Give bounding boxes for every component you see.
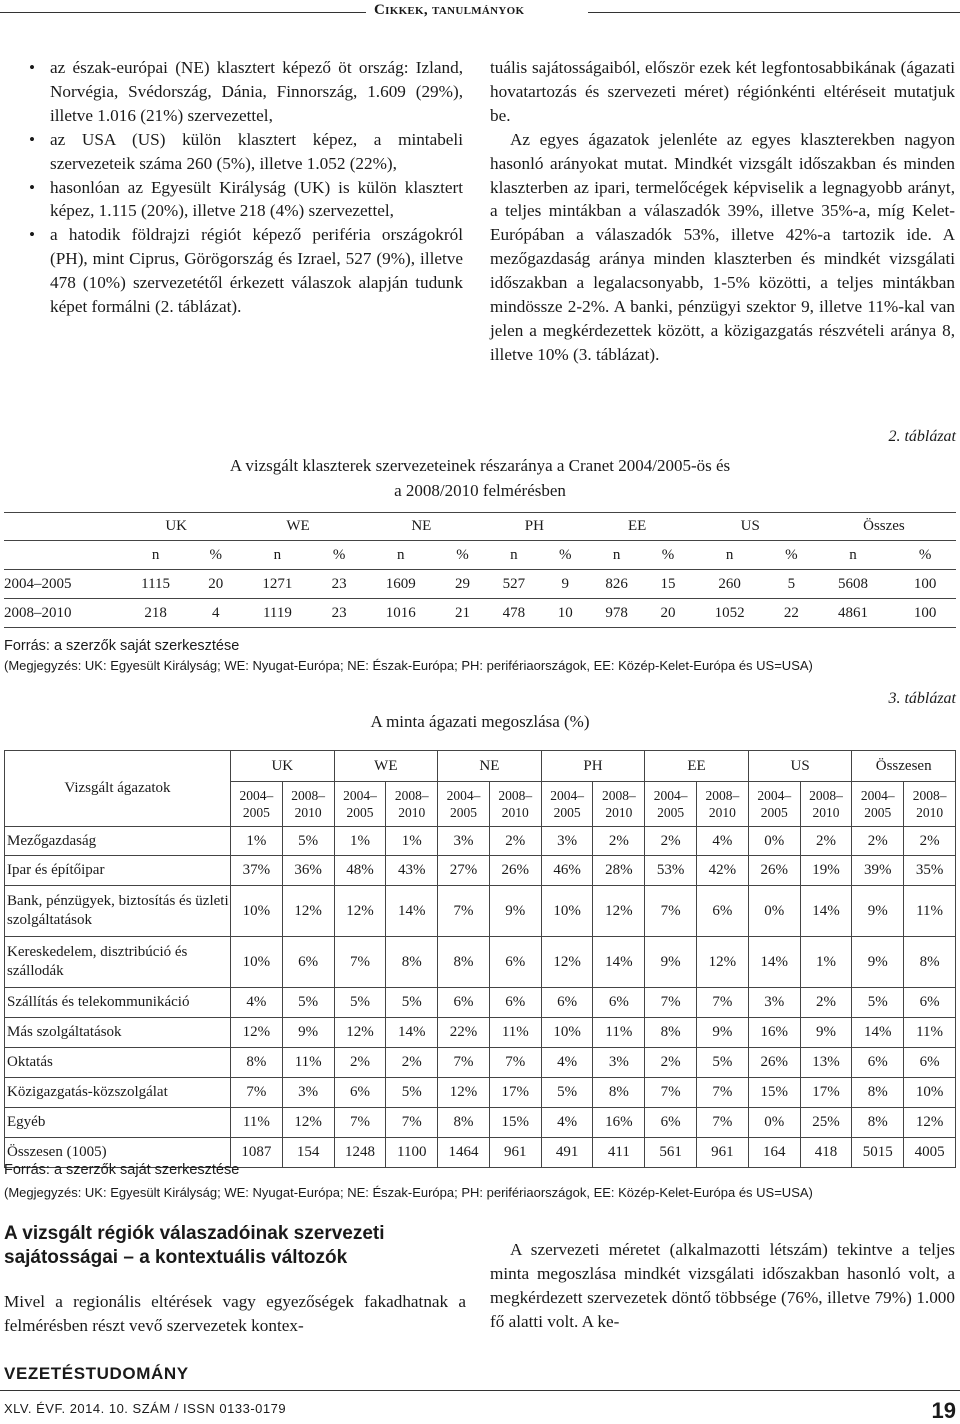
- table3-cell: 16%: [593, 1108, 645, 1138]
- table3-cell: 3%: [282, 1078, 334, 1108]
- table3-cell: 8%: [852, 1108, 904, 1138]
- table3-cell: 8%: [438, 937, 490, 988]
- table3-period-header: [697, 782, 749, 827]
- table2-sub-header: n: [725, 546, 734, 563]
- table3-cell: 10%: [231, 937, 283, 988]
- period-end: 2010: [398, 805, 426, 820]
- table3-cell: 5%: [282, 827, 334, 856]
- table2-number: 2. táblázat: [888, 428, 956, 445]
- table3-cell: 4005: [904, 1138, 956, 1168]
- table2-cell: 1119: [262, 604, 292, 621]
- table2-note: (Megjegyzés: UK: Egyesült Királyság; WE: Nyugat-Európa; NE: Észak-Európa; PH: perifériaországok, EE: Közép-Kelet-Európa és US=USA): [4, 658, 813, 673]
- table3-cell: 9%: [489, 886, 541, 937]
- table3-cell: 10%: [231, 886, 283, 937]
- table3-cell: 9%: [852, 886, 904, 937]
- table3-cell: 7%: [697, 988, 749, 1018]
- table2-group-header: US: [740, 517, 760, 534]
- table3-cell: 11%: [904, 886, 956, 937]
- period-start: 2008–: [912, 788, 947, 803]
- table3-cell: 11%: [231, 1108, 283, 1138]
- table3-cell: 2%: [800, 827, 852, 856]
- period-end: 2005: [450, 805, 478, 820]
- table3-row-label: Közigazgatás-közszolgálat: [5, 1078, 231, 1108]
- table-row: [5, 937, 956, 988]
- table2-sub-header: n: [510, 546, 518, 563]
- table3-row-label: Összesen (1005): [5, 1138, 231, 1168]
- table3-cell: 8%: [231, 1048, 283, 1078]
- table3-cell: 8%: [645, 1018, 697, 1048]
- period-start: 2008–: [601, 788, 636, 803]
- table2-sub-header: %: [918, 546, 932, 563]
- table3-period-header: [282, 782, 334, 827]
- table2-sub-header: %: [785, 546, 798, 563]
- table3-cell: 22%: [438, 1018, 490, 1048]
- table3-cell: 48%: [334, 856, 386, 886]
- table-row: [5, 827, 956, 856]
- table3-cell: 14%: [593, 937, 645, 988]
- page-number: 19: [931, 1398, 956, 1423]
- table3-cell: 1%: [800, 937, 852, 988]
- table3-cell: 27%: [438, 856, 490, 886]
- table3-cell: 8%: [386, 937, 438, 988]
- table3-cell: 5%: [282, 988, 334, 1018]
- table3-cell: 6%: [489, 988, 541, 1018]
- section-title: A vizsgált régiók válaszadóinak szervezeti sajátosságai – a kontextuális változók: [4, 1223, 385, 1268]
- table3-title: A minta ágazati megoszlása (%): [370, 712, 590, 731]
- table3-period-header: [334, 782, 386, 827]
- table3-cell: 12%: [593, 886, 645, 937]
- table2-row-label: 2008–2010: [4, 604, 72, 621]
- table3: [4, 750, 956, 1168]
- table2-cell: 22: [783, 604, 799, 621]
- table3-cell: 961: [697, 1138, 749, 1168]
- table3-number: 3. táblázat: [888, 690, 956, 707]
- table3-cell: 26%: [489, 856, 541, 886]
- table3-cell: 154: [282, 1138, 334, 1168]
- period-end: 2010: [605, 805, 633, 820]
- right-paragraph-2: Az egyes ágazatok jelenléte az egyes klaszterekben nagyon hasonló arányokat mutat. Mindkét vizsgált időszakban és minden klaszterben az ipari, termelőcégek képviselik a legnagyobb arányt, a teljes mintákban a válaszadók 39%, illetve 35%-a, míg Kelet-Európában a válaszadók 53%, illetve 42%-a tartozik ide. A mezőgazdaság aránya minden klaszterben és mindkét vizsgálati időszakban a legalacsonyabb, 1-5% közötti, a teljes mintákban mindössze 2-2%. A banki, pénzügyi szektor 9, illetve 11%-kal van jelen a megkérdezettek között, a közigazgatás részvételi aránya 8, illetve 10% (3. táblázat).: [490, 129, 955, 364]
- table2-cell: 4861: [838, 604, 869, 621]
- table3-cell: 1%: [231, 827, 283, 856]
- table2-sub-header: %: [456, 546, 469, 563]
- table2-sub-header: n: [397, 546, 405, 563]
- table3-row-label: Mezőgazdaság: [5, 827, 231, 856]
- table3-cell: 6%: [334, 1078, 386, 1108]
- table3-cell: 28%: [593, 856, 645, 886]
- table3-cell: 11%: [282, 1048, 334, 1078]
- bottom-right-text: A szervezeti méretet (alkalmazotti létszám) tekintve a teljes minta megoszlása mindkét vizsgálati időszakban hasonló volt, a megkérdezett szervezetek döntő többsége (76%, illetve 79%) 1.000 fő alatti volt. A ke-: [490, 1240, 955, 1331]
- left-column: [27, 56, 463, 319]
- table3-cell: 26%: [748, 1048, 800, 1078]
- table3-period-header: [438, 782, 490, 827]
- table3-cell: 2%: [800, 988, 852, 1018]
- table3-cell: 411: [593, 1138, 645, 1168]
- table2-cell: 23: [331, 575, 347, 592]
- table3-cell: 4%: [541, 1048, 593, 1078]
- table3-cell: 7%: [489, 1048, 541, 1078]
- table2-cell: 1052: [714, 604, 745, 621]
- table2-title-line2: a 2008/2010 felmérésben: [394, 481, 566, 500]
- period-start: 2004–: [239, 788, 274, 803]
- table3-cell: 14%: [800, 886, 852, 937]
- table3-cell: 6%: [904, 1048, 956, 1078]
- footer-rule: [0, 1390, 960, 1391]
- period-end: 2010: [916, 805, 944, 820]
- table3-cell: 2%: [386, 1048, 438, 1078]
- table3-cell: 3%: [438, 827, 490, 856]
- table3-cell: 5015: [852, 1138, 904, 1168]
- table3-period-header: [386, 782, 438, 827]
- table3-cell: 39%: [852, 856, 904, 886]
- period-end: 2010: [708, 805, 736, 820]
- table3-cell: 5%: [852, 988, 904, 1018]
- table3-cell: 2%: [489, 827, 541, 856]
- table3-period-header: [852, 782, 904, 827]
- table3-cell: 10%: [904, 1078, 956, 1108]
- table3-cell: 14%: [748, 937, 800, 988]
- table3-row-label: Kereskedelem, disztribúció és szállodák: [5, 937, 231, 988]
- table3-cell: 7%: [334, 937, 386, 988]
- table3-cell: 2%: [645, 827, 697, 856]
- table2-cell: 1115: [141, 575, 171, 592]
- table3-cell: 418: [800, 1138, 852, 1168]
- table2-title: [150, 453, 810, 503]
- table-row: [5, 1018, 956, 1048]
- table2-corner-sub: [4, 541, 116, 570]
- table3-cell: 0%: [748, 1108, 800, 1138]
- period-start: 2004–: [550, 788, 584, 803]
- table3-cell: 164: [748, 1138, 800, 1168]
- table3-cell: 1087: [231, 1138, 283, 1168]
- table3-period-header: [904, 782, 956, 827]
- period-start: 2008–: [291, 788, 326, 803]
- table3-cell: 1248: [334, 1138, 386, 1168]
- table2-group-header: EE: [628, 517, 647, 534]
- table3-cell: 7%: [697, 1108, 749, 1138]
- table2-cell: 478: [502, 604, 526, 621]
- table3-period-header: [541, 782, 593, 827]
- table3-cell: 0%: [748, 886, 800, 937]
- table2-cell: 20: [208, 575, 224, 592]
- table3-cell: 17%: [800, 1078, 852, 1108]
- table3-cell: 9%: [800, 1018, 852, 1048]
- table3-period-header: [231, 782, 283, 827]
- table3-cell: 7%: [386, 1108, 438, 1138]
- table2-group-header: WE: [286, 517, 310, 534]
- table3-cell: 12%: [697, 937, 749, 988]
- table3-cell: 11%: [593, 1018, 645, 1048]
- table-row: [5, 988, 956, 1018]
- table2-group-header: UK: [165, 517, 187, 534]
- table2: [4, 512, 956, 628]
- table3-cell: 6%: [541, 988, 593, 1018]
- bullet-item: • az USA (US) külön klasztert képez, a mintabeli szervezeteik száma 260 (5%), illetve 1.052 (22%),: [27, 128, 463, 176]
- table3-cell: 6%: [852, 1048, 904, 1078]
- table2-cell: 9: [561, 575, 569, 592]
- period-start: 2008–: [809, 788, 843, 803]
- table2-source: Forrás: a szerzők saját szerkesztése: [4, 638, 240, 654]
- table3-cell: 7%: [645, 1078, 697, 1108]
- running-header: Cikkek, tanulmányok: [374, 2, 525, 18]
- table-row: [5, 1078, 956, 1108]
- table3-row-label: Oktatás: [5, 1048, 231, 1078]
- table3-cell: 1100: [386, 1138, 438, 1168]
- table-row: [4, 599, 956, 628]
- period-end: 2010: [294, 805, 322, 820]
- table-row: [5, 886, 956, 937]
- period-start: 2008–: [394, 788, 429, 803]
- table3-cell: 9%: [852, 937, 904, 988]
- table3-cell: 6%: [282, 937, 334, 988]
- bullet-list: [27, 56, 463, 319]
- table3-cell: 17%: [489, 1078, 541, 1108]
- table3-cell: 9%: [645, 937, 697, 988]
- table3-cell: 12%: [334, 886, 386, 937]
- table3-row-label: Egyéb: [5, 1108, 231, 1138]
- table3-row-label: Más szolgáltatások: [5, 1018, 231, 1048]
- table3-cell: 8%: [852, 1078, 904, 1108]
- table3-cell: 8%: [438, 1108, 490, 1138]
- table3-cell: 961: [489, 1138, 541, 1168]
- table2-cell: 100: [913, 604, 937, 621]
- right-column: [490, 56, 955, 367]
- table2-cell: 1609: [385, 575, 416, 592]
- table3-cell: 26%: [748, 856, 800, 886]
- table3-cell: 14%: [386, 1018, 438, 1048]
- table3-cell: 7%: [334, 1108, 386, 1138]
- table3-group-header: NE: [438, 751, 542, 782]
- table2-group-header: Összes: [863, 517, 905, 534]
- period-end: 2005: [242, 805, 270, 820]
- table2-sub-header: %: [558, 546, 572, 563]
- bullet-item: • az észak-európai (NE) klasztert képező öt ország: Izland, Norvégia, Svédország, Dánia, Finnország, 1.609 (29%), illetve 1.016 (21%) szervezettel,: [27, 56, 463, 128]
- table2-cell: 5608: [838, 575, 869, 592]
- table2-cell: 20: [660, 604, 676, 621]
- table3-cell: 4%: [697, 827, 749, 856]
- table3-cell: 7%: [231, 1078, 283, 1108]
- table3-cell: 12%: [541, 937, 593, 988]
- table3-note: (Megjegyzés: UK: Egyesült Királyság; WE: Nyugat-Európa; NE: Észak-Európa; PH: perifériaországok, EE: Közép-Kelet-Európa és US=USA): [4, 1185, 813, 1200]
- period-start: 2008–: [705, 788, 740, 803]
- table3-cell: 3%: [748, 988, 800, 1018]
- period-start: 2004–: [757, 788, 792, 803]
- header-rule-right: [588, 12, 960, 13]
- table3-cell: 12%: [282, 1108, 334, 1138]
- table2-sub-header: n: [849, 546, 857, 563]
- table3-cell: 2%: [593, 827, 645, 856]
- table3-period-header: [800, 782, 852, 827]
- table3-cell: 9%: [282, 1018, 334, 1048]
- table2-cell: 1271: [262, 575, 293, 592]
- table3-cell: 37%: [231, 856, 283, 886]
- table-row: [5, 1048, 956, 1078]
- table3-cell: 6%: [904, 988, 956, 1018]
- table3-cell: 6%: [593, 988, 645, 1018]
- table2-cell: 21: [454, 604, 470, 621]
- table3-cell: 2%: [904, 827, 956, 856]
- table3-cell: 12%: [904, 1108, 956, 1138]
- table2-corner: [4, 512, 116, 541]
- table3-cell: 6%: [645, 1108, 697, 1138]
- table2-cell: 100: [913, 575, 937, 592]
- table3-cell: 5%: [697, 1048, 749, 1078]
- table3-cell: 12%: [231, 1018, 283, 1048]
- period-start: 2004–: [860, 788, 895, 803]
- table3-cell: 25%: [800, 1108, 852, 1138]
- table-row: [4, 570, 956, 599]
- table3-cell: 15%: [489, 1108, 541, 1138]
- table3-cell: 1%: [334, 827, 386, 856]
- period-end: 2005: [864, 805, 892, 820]
- table2-title-line1: A vizsgált klaszterek szervezeteinek részaránya a Cranet 2004/2005-ös és: [229, 456, 731, 475]
- table-row: [5, 856, 956, 886]
- table3-cell: 11%: [489, 1018, 541, 1048]
- table3-cell: 2%: [645, 1048, 697, 1078]
- journal-name: VEZETÉSTUDOMÁNY: [4, 1364, 189, 1383]
- table2-cell: 4: [212, 604, 220, 621]
- table2-sub-header: n: [612, 546, 621, 563]
- table3-period-header: [645, 782, 697, 827]
- table3-source: Forrás: a szerzők saját szerkesztése: [4, 1162, 240, 1178]
- period-end: 2005: [657, 805, 685, 820]
- table3-cell: 6%: [438, 988, 490, 1018]
- table2-sub-header: %: [332, 546, 346, 563]
- table2-cell: 826: [605, 575, 628, 592]
- table3-cell: 16%: [748, 1018, 800, 1048]
- table2-cell: 29: [454, 575, 470, 592]
- footer-issue: XLV. ÉVF. 2014. 10. SZÁM / ISSN 0133-0179: [4, 1401, 287, 1416]
- table3-row-label: Szállítás és telekommunikáció: [5, 988, 231, 1018]
- table3-cell: 8%: [593, 1078, 645, 1108]
- table3-cell: 5%: [334, 988, 386, 1018]
- table2-group-header: NE: [411, 517, 432, 534]
- table3-cell: 5%: [386, 1078, 438, 1108]
- table3-row-label: Ipar és építőipar: [5, 856, 231, 886]
- table3-period-header: [748, 782, 800, 827]
- table3-cell: 1%: [386, 827, 438, 856]
- period-end: 2005: [346, 805, 374, 820]
- table2-cell: 260: [718, 575, 741, 592]
- table2-cell: 978: [605, 604, 628, 621]
- bullet-item: • hasonlóan az Egyesült Királyság (UK) is külön klasztert képez, 1.115 (20%), illetve 218 (4%) szervezettel,: [27, 176, 463, 224]
- table3-cell: 43%: [386, 856, 438, 886]
- bullet-item: • a hatodik földrajzi régiót képező periféria országokról (PH), mint Ciprus, Görögország és Izrael, 527 (9%), illetve 478 (10%) szervezetétől érkezett válaszok alapján tudunk képet formálni (2. táblázat).: [27, 223, 463, 319]
- period-start: 2004–: [343, 788, 377, 803]
- table3-cell: 6%: [697, 886, 749, 937]
- right-paragraph-1: tuális sajátosságaiból, először ezek két legfontosabbikának (ágazati hovatartozás és szervezeti méret) régiónkénti eltéréseit mutatjuk be.: [490, 58, 955, 125]
- table2-group-header: PH: [524, 517, 544, 534]
- table2-cell: 5: [787, 575, 796, 592]
- table3-group-header: EE: [645, 751, 749, 782]
- table3-cell: 2%: [852, 827, 904, 856]
- table3-cell: 14%: [852, 1018, 904, 1048]
- table3-cell: 3%: [593, 1048, 645, 1078]
- table3-corner: Vizsgált ágazatok: [5, 751, 231, 827]
- table3-cell: 8%: [904, 937, 956, 988]
- table3-cell: 2%: [334, 1048, 386, 1078]
- table3-cell: 12%: [282, 886, 334, 937]
- table3-group-header: US: [748, 751, 852, 782]
- table3-cell: 35%: [904, 856, 956, 886]
- table3-cell: 5%: [541, 1078, 593, 1108]
- table3-cell: 13%: [800, 1048, 852, 1078]
- table3-cell: 3%: [541, 827, 593, 856]
- table3-group-header: UK: [231, 751, 335, 782]
- table3-cell: 7%: [645, 886, 697, 937]
- table3-cell: 15%: [748, 1078, 800, 1108]
- table3-cell: 42%: [697, 856, 749, 886]
- table3-cell: 12%: [438, 1078, 490, 1108]
- table2-sub-header: %: [209, 546, 222, 563]
- table3-cell: 46%: [541, 856, 593, 886]
- period-end: 2010: [812, 805, 840, 820]
- table-row: [5, 1108, 956, 1138]
- table2-cell: 1016: [385, 604, 416, 621]
- table2-sub-header: n: [151, 546, 160, 563]
- table3-cell: 1464: [438, 1138, 490, 1168]
- table3-cell: 5%: [386, 988, 438, 1018]
- header-rule-left: [0, 12, 366, 13]
- table3-cell: 561: [645, 1138, 697, 1168]
- table3-cell: 10%: [541, 886, 593, 937]
- period-start: 2004–: [446, 788, 481, 803]
- table3-group-header: PH: [541, 751, 645, 782]
- table2-sub-header: n: [273, 546, 282, 563]
- table3-period-header: [593, 782, 645, 827]
- table3-cell: 10%: [541, 1018, 593, 1048]
- table3-cell: 7%: [645, 988, 697, 1018]
- table3-cell: 6%: [489, 937, 541, 988]
- table3-cell: 9%: [697, 1018, 749, 1048]
- table3-cell: 4%: [541, 1108, 593, 1138]
- period-start: 2004–: [653, 788, 688, 803]
- period-end: 2005: [553, 805, 581, 820]
- bottom-left-text: Mivel a regionális eltérések vagy egyezőségek fakadhatnak a felmérésben részt vevő szervezetek kontex-: [4, 1292, 466, 1335]
- table3-cell: 12%: [334, 1018, 386, 1048]
- table3-row-label: Bank, pénzügyek, biztosítás és üzleti szolgáltatások: [5, 886, 231, 937]
- table3-cell: 0%: [748, 827, 800, 856]
- table2-cell: 527: [502, 575, 526, 592]
- table3-cell: 491: [541, 1138, 593, 1168]
- table3-group-header: Összesen: [852, 751, 956, 782]
- table3-period-header: [489, 782, 541, 827]
- table3-cell: 53%: [645, 856, 697, 886]
- table3-cell: 4%: [231, 988, 283, 1018]
- table3-cell: 7%: [438, 886, 490, 937]
- period-end: 2005: [760, 805, 788, 820]
- table3-group-header: WE: [334, 751, 438, 782]
- table2-cell: 218: [144, 604, 167, 621]
- table2-cell: 23: [331, 604, 347, 621]
- period-start: 2008–: [498, 788, 533, 803]
- period-end: 2010: [501, 805, 529, 820]
- table2-row-label: 2004–2005: [4, 575, 72, 592]
- table3-cell: 36%: [282, 856, 334, 886]
- table2-cell: 15: [660, 575, 676, 592]
- table3-cell: 14%: [386, 886, 438, 937]
- table3-cell: 7%: [438, 1048, 490, 1078]
- table3-cell: 7%: [697, 1078, 749, 1108]
- table3-cell: 11%: [904, 1018, 956, 1048]
- table2-sub-header: %: [661, 546, 675, 563]
- table2-cell: 10: [557, 604, 573, 621]
- table3-cell: 19%: [800, 856, 852, 886]
